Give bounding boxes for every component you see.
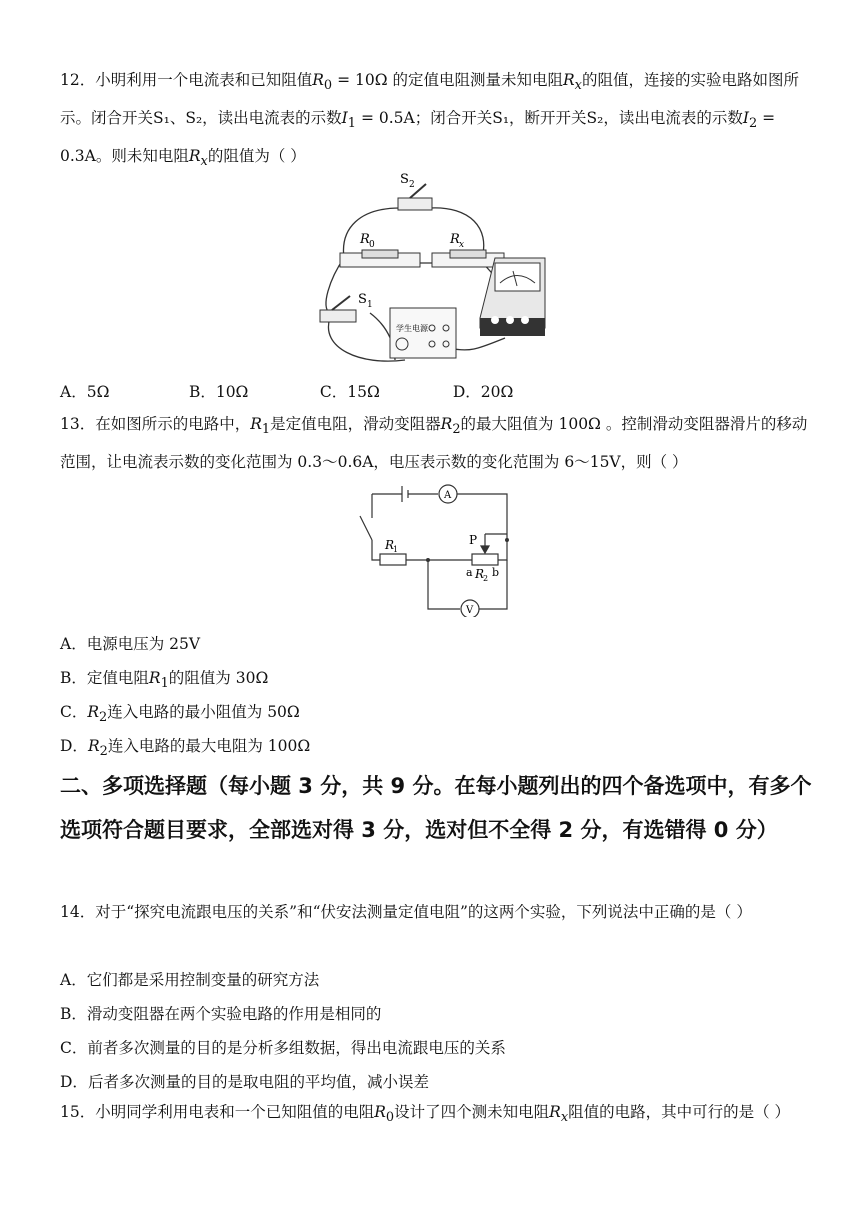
q13-option-c[interactable]: C．$R_2$连入电路的最小阻值为 50Ω (60, 703, 300, 726)
q12-options (60, 380, 513, 404)
svg-text:x: x (459, 240, 465, 250)
figure-q12-circuit-photo (300, 168, 560, 373)
q14-option-c[interactable]: C．前者多次测量的目的是分析多组数据，得出电流跟电压的关系 (60, 1039, 506, 1057)
question-15-stem: 15．小明同学利用电表和一个已知阻值的电阻$R_0$设计了四个测未知电阻$R_x$阻值的电路，其中可行的是（ ） (60, 1103, 791, 1126)
rheostat-r2 (472, 554, 498, 565)
svg-text:R: R (360, 232, 370, 247)
resistor-r1 (380, 554, 406, 565)
svg-text:P: P (469, 533, 478, 547)
q13-option-b[interactable]: B．定值电阻$R_1$的阻值为 30Ω (60, 669, 269, 692)
q12-option-d[interactable]: D．20Ω (452, 383, 514, 401)
figure-q13-circuit (350, 482, 520, 617)
question-14-stem: 14．对于“探究电流跟电压的关系”和“伏安法测量定值电阻”的这两个实验，下列说法中正确的是（ ） (60, 903, 752, 921)
question-13-stem: 13．在如图所示的电路中，$R_1$是定值电阻，滑动变阻器$R_2$的最大阻值为 100Ω 。控制滑动变阻器滑片的移动范围，让电流表示数的变化范围为 0.3～0.6A，电压表示数的变化范围为 6～15V，则（ ） (60, 415, 808, 472)
section-2-heading: 二、多项选择题（每小题 3 分，共 9 分。在每小题列出的四个备选项中，有多个选项符合题目要求，全部选对得 3 分，选对但不全得 2 分，有选错得 0 分） (60, 774, 812, 842)
q14-option-b[interactable]: B．滑动变阻器在两个实验电路的作用是相同的 (60, 1005, 382, 1023)
q12-option-b[interactable]: B．10Ω (188, 383, 249, 401)
svg-text:学生电源: 学生电源 (396, 324, 428, 333)
svg-text:R: R (475, 567, 485, 581)
q13-option-d[interactable]: D．$R_2$连入电路的最大电阻为 100Ω (60, 737, 311, 760)
q13-option-a[interactable]: A．电源电压为 25V (60, 635, 201, 653)
q12-option-c[interactable]: C．15Ω (319, 383, 380, 401)
svg-text:R: R (385, 538, 395, 552)
question-12-stem: 12．小明利用一个电流表和已知阻值$R_0 = 10\Omega$ 的定值电阻测量未知电阻$R_x$的阻值，连接的实验电路如图所示。闭合开关S₁、S₂，读出电流表的示数$I_1 = 0.5A$；闭合开关S₁，断开开关S₂，读出电流表的示数$I_2 = 0.3A$。则未知电阻$R_x$的阻值为（ ） (60, 71, 799, 170)
svg-text:1: 1 (367, 300, 373, 310)
svg-text:2: 2 (483, 574, 489, 583)
svg-text:0: 0 (369, 240, 375, 250)
power-supply (390, 308, 456, 358)
svg-text:S: S (358, 292, 367, 307)
svg-text:S: S (400, 172, 409, 187)
q12-option-a[interactable]: A．5Ω (60, 383, 110, 401)
svg-text:A: A (444, 490, 452, 501)
svg-text:2: 2 (409, 180, 415, 190)
svg-text:1: 1 (393, 545, 399, 554)
svg-text:a: a (466, 566, 473, 579)
svg-text:R: R (450, 232, 460, 247)
svg-text:b: b (492, 566, 500, 579)
svg-text:V: V (466, 605, 474, 616)
q14-option-a[interactable]: A．它们都是采用控制变量的研究方法 (60, 971, 320, 989)
switch-s1 (320, 310, 356, 322)
ammeter (480, 258, 545, 336)
switch-s2 (398, 198, 432, 210)
q14-option-d[interactable]: D．后者多次测量的目的是取电阻的平均值，减小误差 (60, 1073, 429, 1091)
